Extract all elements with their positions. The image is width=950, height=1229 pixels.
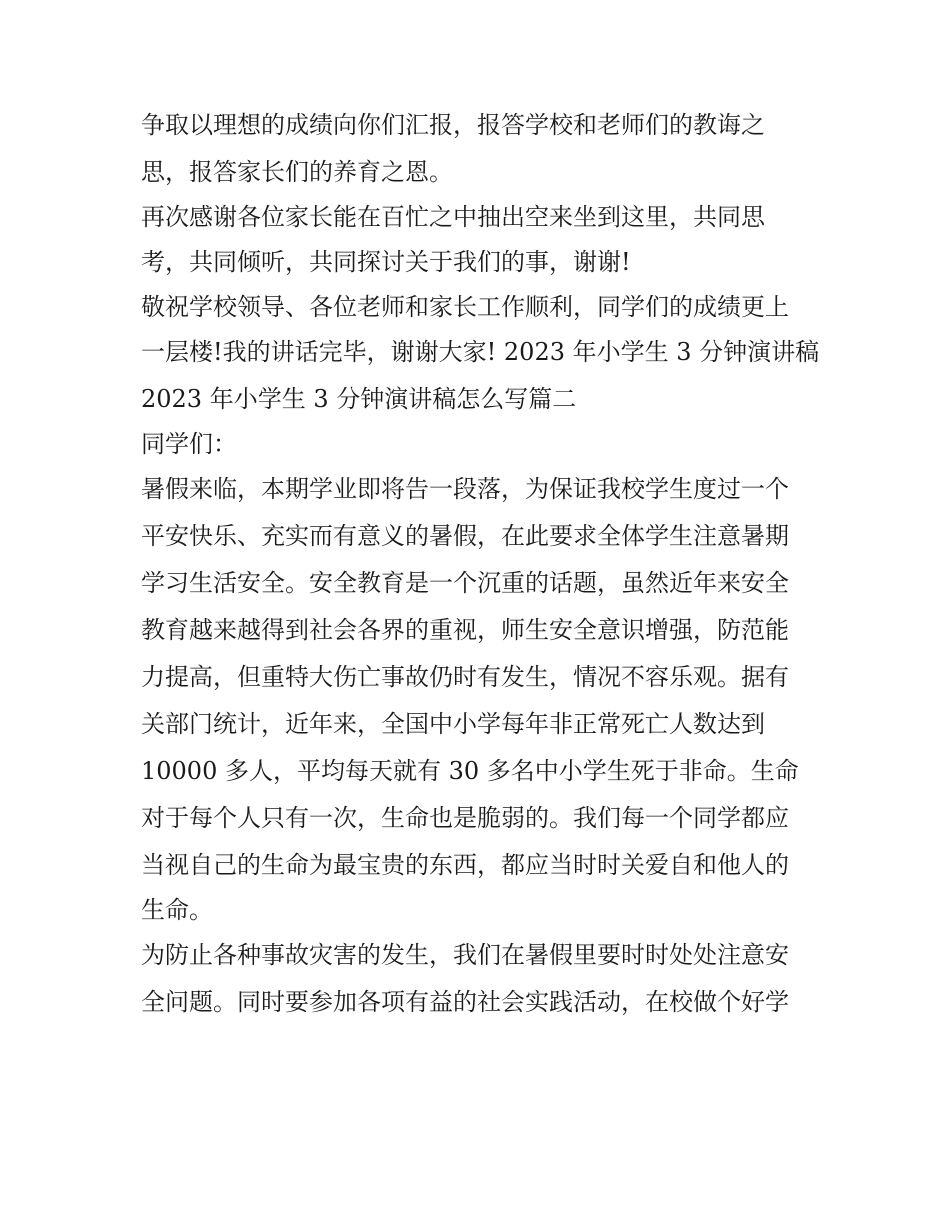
text-line: 2023 年小学生 3 分钟演讲稿怎么写篇二 — [141, 385, 577, 413]
document-body — [141, 102, 821, 1026]
text-line: 学习生活安全。安全教育是一个沉重的话题，虽然近年来安全 — [141, 569, 789, 597]
text-line: 一层楼!我的讲话完毕，谢谢大家! 2023 年小学生 3 分钟演讲稿 — [141, 338, 820, 366]
text-line: 考，共同倾听，共同探讨关于我们的事，谢谢! — [141, 248, 631, 276]
text-line: 当视自己的生命为最宝贵的东西，都应当时时关爱自和他人的 — [141, 851, 789, 879]
text-line: 对于每个人只有一次，生命也是脆弱的。我们每一个同学都应 — [141, 804, 789, 832]
text-line: 暑假来临，本期学业即将告一段落，为保证我校学生度过一个 — [141, 475, 789, 503]
text-line: 平安快乐、充实而有意义的暑假，在此要求全体学生注意暑期 — [141, 522, 789, 550]
text-line: 全问题。同时要参加各项有益的社会实践活动，在校做个好学 — [141, 988, 789, 1016]
text-line: 同学们： — [141, 430, 237, 458]
text-line: 为防止各种事故灾害的发生，我们在暑假里要时时处处注意安 — [141, 941, 789, 969]
text-line: 力提高，但重特大伤亡事故仍时有发生，情况不容乐观。据有 — [141, 663, 789, 691]
text-line: 思，报答家长们的养育之恩。 — [141, 158, 453, 186]
text-line: 生命。 — [141, 896, 213, 924]
text-line: 再次感谢各位家长能在百忙之中抽出空来坐到这里，共同思 — [141, 203, 765, 231]
text-line: 关部门统计，近年来，全国中小学每年非正常死亡人数达到 — [141, 710, 765, 738]
text-line: 敬祝学校领导、各位老师和家长工作顺利，同学们的成绩更上 — [141, 293, 789, 321]
text-line: 教育越来越得到社会各界的重视，师生安全意识增强，防范能 — [141, 616, 789, 644]
text-line: 10000 多人，平均每天就有 30 多名中小学生死于非命。生命 — [141, 757, 799, 785]
text-line: 争取以理想的成绩向你们汇报，报答学校和老师们的教诲之 — [141, 111, 765, 139]
